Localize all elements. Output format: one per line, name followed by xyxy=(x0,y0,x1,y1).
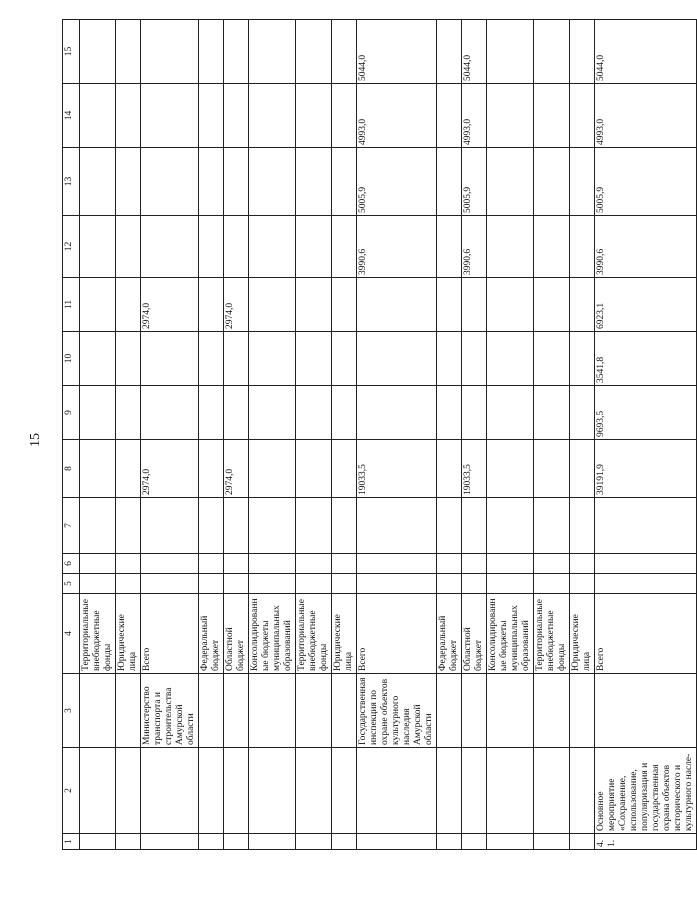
cell-c11 xyxy=(462,278,487,332)
cell-c15 xyxy=(437,20,462,84)
cell-c13: 5005,9 xyxy=(462,148,487,216)
cell-c12: 3990,6 xyxy=(595,216,697,278)
cell-c15 xyxy=(487,20,534,84)
cell-c8 xyxy=(199,440,224,498)
cell-c4: Всего xyxy=(141,594,199,674)
cell-c14 xyxy=(437,84,462,148)
cell-c4: Территориальные внебюджетные фонды xyxy=(80,594,116,674)
table-row xyxy=(487,20,534,850)
cell-c1 xyxy=(249,834,296,850)
cell-c11 xyxy=(534,278,570,332)
cell-c8 xyxy=(332,440,357,498)
cell-c2 xyxy=(80,748,116,834)
column-header: 14 xyxy=(63,84,80,148)
cell-c2 xyxy=(487,748,534,834)
cell-empty xyxy=(296,574,332,594)
cell-c14 xyxy=(249,84,296,148)
cell-c2 xyxy=(141,748,199,834)
cell-c14: 4993,0 xyxy=(595,84,697,148)
cell-c11 xyxy=(437,278,462,332)
cell-c4: Всего xyxy=(357,594,437,674)
cell-c13 xyxy=(437,148,462,216)
cell-c3: Государственная инспекция по охране объектов культурного наследия Амурской области xyxy=(357,674,437,748)
column-header: 12 xyxy=(63,216,80,278)
cell-empty xyxy=(357,554,437,574)
column-header: 13 xyxy=(63,148,80,216)
cell-empty xyxy=(487,574,534,594)
cell-c11 xyxy=(487,278,534,332)
column-header: 9 xyxy=(63,386,80,440)
column-header: 15 xyxy=(63,20,80,84)
cell-c3 xyxy=(487,674,534,748)
cell-c1 xyxy=(296,834,332,850)
column-header: 8 xyxy=(63,440,80,498)
cell-c11 xyxy=(570,278,595,332)
column-header: 3 xyxy=(63,674,80,748)
cell-c10 xyxy=(296,332,332,386)
table-row xyxy=(296,20,332,850)
cell-c2 xyxy=(224,748,249,834)
cell-empty xyxy=(357,574,437,594)
cell-c13 xyxy=(296,148,332,216)
cell-c14 xyxy=(332,84,357,148)
header-row xyxy=(63,20,80,850)
cell-c15: 5044,0 xyxy=(357,20,437,84)
cell-c4: Всего xyxy=(595,594,697,674)
cell-empty xyxy=(249,554,296,574)
cell-c3: Министерство транспорта и строительства Амурской области xyxy=(141,674,199,748)
cell-c9 xyxy=(357,386,437,440)
cell-c4: Территориальные внебюджетные фонды xyxy=(296,594,332,674)
cell-c11 xyxy=(296,278,332,332)
cell-empty xyxy=(224,574,249,594)
cell-c1 xyxy=(199,834,224,850)
cell-c10 xyxy=(534,332,570,386)
cell-c1 xyxy=(570,834,595,850)
table-row xyxy=(224,20,249,850)
cell-empty xyxy=(332,554,357,574)
cell-c8: 2974,0 xyxy=(224,440,249,498)
cell-c8 xyxy=(487,440,534,498)
cell-empty xyxy=(534,574,570,594)
cell-empty xyxy=(462,554,487,574)
cell-c1 xyxy=(224,834,249,850)
cell-c4: Консолидированные бюджеты муниципальных образований xyxy=(249,594,296,674)
cell-c1 xyxy=(116,834,141,850)
cell-c4: Консолидированные бюджеты муниципальных образований xyxy=(487,594,534,674)
cell-c9 xyxy=(487,386,534,440)
cell-c9 xyxy=(332,386,357,440)
cell-c11 xyxy=(357,278,437,332)
cell-empty xyxy=(116,574,141,594)
cell-c10 xyxy=(141,332,199,386)
cell-empty xyxy=(296,554,332,574)
cell-c10 xyxy=(199,332,224,386)
column-header: 7 xyxy=(63,498,80,554)
cell-c10 xyxy=(224,332,249,386)
cell-c1 xyxy=(357,834,437,850)
cell-c3 xyxy=(462,674,487,748)
cell-c13 xyxy=(224,148,249,216)
cell-c14 xyxy=(570,84,595,148)
cell-empty xyxy=(249,574,296,594)
cell-c3 xyxy=(296,674,332,748)
cell-c10 xyxy=(437,332,462,386)
cell-c14: 4993,0 xyxy=(462,84,487,148)
budget-table xyxy=(62,19,697,850)
table-row xyxy=(357,20,437,850)
cell-empty xyxy=(249,498,296,554)
cell-c10 xyxy=(357,332,437,386)
cell-c2 xyxy=(116,748,141,834)
cell-empty xyxy=(296,498,332,554)
cell-c3 xyxy=(332,674,357,748)
table-row xyxy=(437,20,462,850)
cell-c11: 2974,0 xyxy=(141,278,199,332)
cell-c4: Областной бюджет xyxy=(224,594,249,674)
cell-c10 xyxy=(80,332,116,386)
cell-empty xyxy=(224,554,249,574)
cell-empty xyxy=(80,574,116,594)
cell-c2 xyxy=(199,748,224,834)
table-row xyxy=(332,20,357,850)
cell-c13 xyxy=(570,148,595,216)
cell-c14 xyxy=(224,84,249,148)
cell-empty xyxy=(462,498,487,554)
cell-c8: 2974,0 xyxy=(141,440,199,498)
cell-c15 xyxy=(534,20,570,84)
cell-empty xyxy=(437,554,462,574)
table-row xyxy=(534,20,570,850)
cell-c3 xyxy=(534,674,570,748)
table-rotator xyxy=(62,20,694,850)
cell-c9 xyxy=(570,386,595,440)
cell-c8: 19033,5 xyxy=(462,440,487,498)
cell-c13: 5005,9 xyxy=(357,148,437,216)
cell-c12 xyxy=(332,216,357,278)
cell-empty xyxy=(595,554,697,574)
cell-c4: Федеральный бюджет xyxy=(437,594,462,674)
cell-c10 xyxy=(332,332,357,386)
cell-c8: 19033,5 xyxy=(357,440,437,498)
cell-c8 xyxy=(116,440,141,498)
cell-c4: Федеральный бюджет xyxy=(199,594,224,674)
cell-empty xyxy=(357,498,437,554)
cell-c12 xyxy=(224,216,249,278)
cell-c13 xyxy=(141,148,199,216)
cell-c12 xyxy=(141,216,199,278)
cell-empty xyxy=(224,498,249,554)
column-header: 2 xyxy=(63,748,80,834)
column-header: 4 xyxy=(63,594,80,674)
cell-c15 xyxy=(249,20,296,84)
cell-c2 xyxy=(534,748,570,834)
cell-c14 xyxy=(199,84,224,148)
cell-empty xyxy=(141,554,199,574)
cell-c8 xyxy=(296,440,332,498)
cell-empty xyxy=(534,498,570,554)
cell-c9 xyxy=(437,386,462,440)
cell-c8 xyxy=(437,440,462,498)
table-row xyxy=(570,20,595,850)
cell-c9 xyxy=(141,386,199,440)
cell-c12 xyxy=(199,216,224,278)
column-header: 6 xyxy=(63,554,80,574)
cell-empty xyxy=(534,554,570,574)
table-row xyxy=(249,20,296,850)
cell-c15 xyxy=(570,20,595,84)
cell-c12: 3990,6 xyxy=(357,216,437,278)
cell-c3 xyxy=(199,674,224,748)
cell-c8 xyxy=(80,440,116,498)
cell-c8 xyxy=(249,440,296,498)
cell-c11 xyxy=(80,278,116,332)
cell-c9 xyxy=(296,386,332,440)
cell-c9 xyxy=(199,386,224,440)
cell-c14 xyxy=(141,84,199,148)
cell-c1 xyxy=(534,834,570,850)
cell-c2 xyxy=(570,748,595,834)
cell-c1 xyxy=(80,834,116,850)
cell-empty xyxy=(199,574,224,594)
cell-empty xyxy=(570,554,595,574)
cell-c3 xyxy=(595,674,697,748)
cell-c2 xyxy=(437,748,462,834)
cell-c11: 2974,0 xyxy=(224,278,249,332)
cell-c2: Основное мероприятие «Сохранение, использование, популяризация и государственная охрана объектов исторического и культурного насле- xyxy=(595,748,697,834)
cell-c10 xyxy=(462,332,487,386)
cell-c3 xyxy=(249,674,296,748)
cell-c14 xyxy=(534,84,570,148)
cell-c15 xyxy=(199,20,224,84)
cell-empty xyxy=(570,574,595,594)
cell-c12 xyxy=(296,216,332,278)
cell-empty xyxy=(462,574,487,594)
cell-empty xyxy=(437,498,462,554)
cell-empty xyxy=(199,498,224,554)
cell-c15 xyxy=(80,20,116,84)
cell-empty xyxy=(141,574,199,594)
cell-c2 xyxy=(357,748,437,834)
cell-empty xyxy=(80,498,116,554)
cell-c12 xyxy=(487,216,534,278)
cell-c12 xyxy=(116,216,141,278)
cell-c12 xyxy=(249,216,296,278)
cell-c10 xyxy=(570,332,595,386)
cell-c10: 3541,8 xyxy=(595,332,697,386)
cell-empty xyxy=(116,554,141,574)
cell-c8: 39191,9 xyxy=(595,440,697,498)
table-row xyxy=(595,20,697,850)
cell-c1 xyxy=(332,834,357,850)
cell-c3 xyxy=(437,674,462,748)
cell-c15 xyxy=(296,20,332,84)
cell-c13 xyxy=(199,148,224,216)
cell-c13 xyxy=(249,148,296,216)
cell-c1: 4.1. xyxy=(595,834,697,850)
cell-c3 xyxy=(224,674,249,748)
cell-c9 xyxy=(249,386,296,440)
cell-c11 xyxy=(332,278,357,332)
cell-c13 xyxy=(80,148,116,216)
cell-c3 xyxy=(116,674,141,748)
cell-c15 xyxy=(116,20,141,84)
cell-empty xyxy=(487,498,534,554)
cell-c13 xyxy=(332,148,357,216)
cell-empty xyxy=(437,574,462,594)
cell-c14 xyxy=(116,84,141,148)
cell-c9 xyxy=(462,386,487,440)
cell-c4: Юридические лица xyxy=(570,594,595,674)
cell-empty xyxy=(141,498,199,554)
cell-c12 xyxy=(80,216,116,278)
cell-c11 xyxy=(199,278,224,332)
cell-c4: Областной бюджет xyxy=(462,594,487,674)
cell-c14 xyxy=(80,84,116,148)
cell-c15 xyxy=(332,20,357,84)
column-header: 5 xyxy=(63,574,80,594)
cell-c15 xyxy=(141,20,199,84)
cell-c2 xyxy=(296,748,332,834)
cell-empty xyxy=(199,554,224,574)
cell-c9 xyxy=(80,386,116,440)
cell-c1 xyxy=(437,834,462,850)
cell-c2 xyxy=(249,748,296,834)
table-row xyxy=(80,20,116,850)
cell-c3 xyxy=(570,674,595,748)
cell-c15 xyxy=(224,20,249,84)
cell-c1 xyxy=(141,834,199,850)
cell-c8 xyxy=(534,440,570,498)
cell-c12 xyxy=(534,216,570,278)
cell-c13: 5005,9 xyxy=(595,148,697,216)
cell-c11 xyxy=(249,278,296,332)
cell-c14: 4993,0 xyxy=(357,84,437,148)
cell-c10 xyxy=(487,332,534,386)
table-row xyxy=(141,20,199,850)
cell-c4: Территориальные внебюджетные фонды xyxy=(534,594,570,674)
cell-empty xyxy=(487,554,534,574)
cell-c1 xyxy=(462,834,487,850)
cell-c3 xyxy=(80,674,116,748)
cell-c1 xyxy=(487,834,534,850)
cell-c10 xyxy=(116,332,141,386)
cell-c13 xyxy=(534,148,570,216)
cell-c13 xyxy=(116,148,141,216)
column-header: 11 xyxy=(63,278,80,332)
cell-c8 xyxy=(570,440,595,498)
cell-c10 xyxy=(249,332,296,386)
cell-empty xyxy=(332,498,357,554)
cell-empty xyxy=(80,554,116,574)
cell-c11 xyxy=(116,278,141,332)
cell-c12 xyxy=(437,216,462,278)
cell-c15: 5044,0 xyxy=(595,20,697,84)
cell-empty xyxy=(595,498,697,554)
column-header: 10 xyxy=(63,332,80,386)
cell-c9 xyxy=(224,386,249,440)
cell-c14 xyxy=(296,84,332,148)
cell-empty xyxy=(595,574,697,594)
cell-c11: 6923,1 xyxy=(595,278,697,332)
cell-c2 xyxy=(332,748,357,834)
table-row xyxy=(199,20,224,850)
cell-empty xyxy=(332,574,357,594)
cell-c15: 5044,0 xyxy=(462,20,487,84)
cell-c9: 9693,5 xyxy=(595,386,697,440)
cell-c4: Юридические лица xyxy=(332,594,357,674)
table-row xyxy=(116,20,141,850)
table-row xyxy=(462,20,487,850)
cell-empty xyxy=(570,498,595,554)
cell-c9 xyxy=(534,386,570,440)
cell-c14 xyxy=(487,84,534,148)
cell-c9 xyxy=(116,386,141,440)
cell-c12 xyxy=(570,216,595,278)
cell-c13 xyxy=(487,148,534,216)
cell-c12: 3990,6 xyxy=(462,216,487,278)
cell-empty xyxy=(116,498,141,554)
page-number: 15 xyxy=(28,433,43,447)
cell-c4: Юридические лица xyxy=(116,594,141,674)
column-header: 1 xyxy=(63,834,80,850)
cell-c2 xyxy=(462,748,487,834)
